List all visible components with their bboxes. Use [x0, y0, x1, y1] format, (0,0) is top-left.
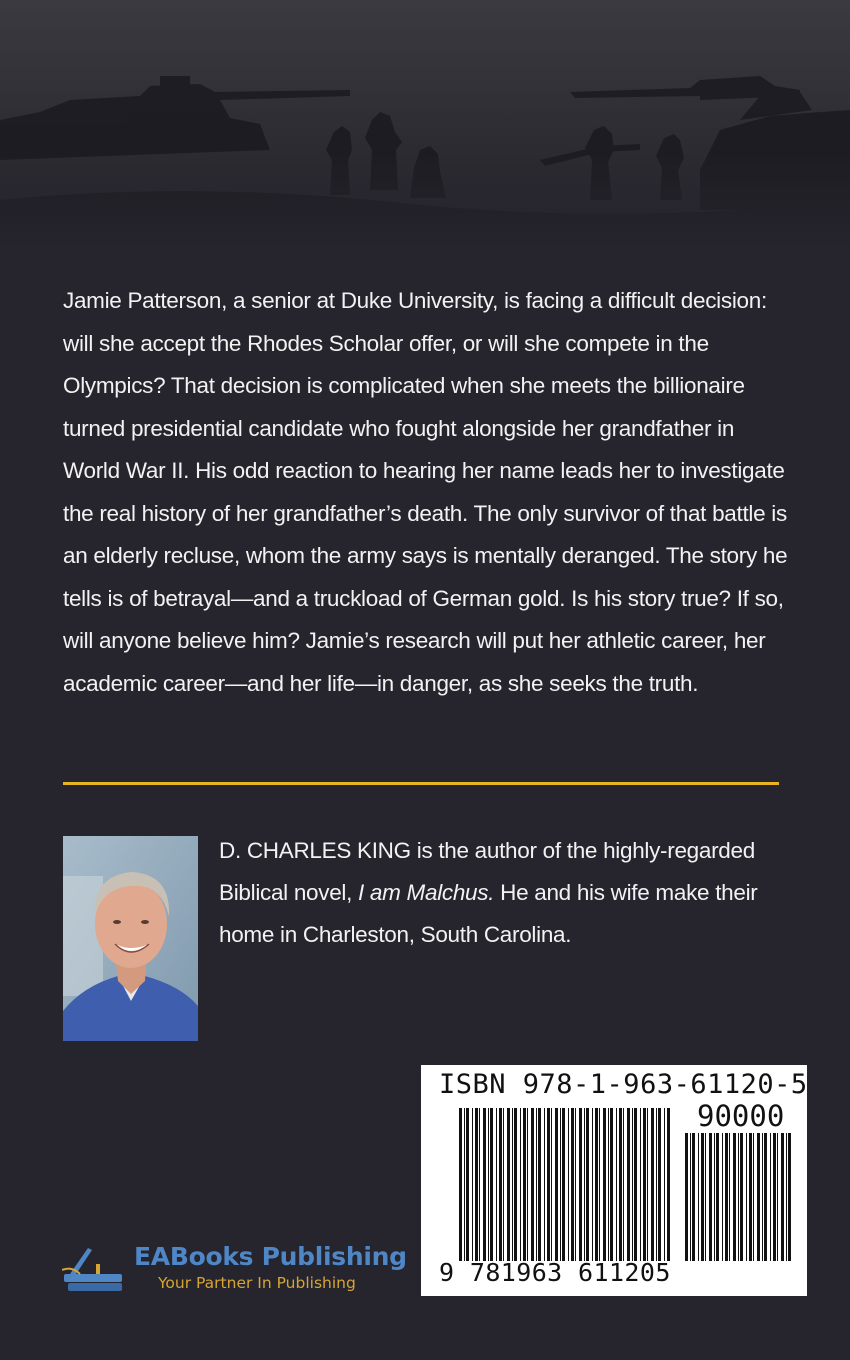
author-bio-lead: D. CHARLES KING is the author of the highly-regarded Biblical novel, — [219, 838, 755, 905]
barcode-bar — [651, 1108, 654, 1261]
barcode-bar — [507, 1108, 510, 1261]
barcode-bar — [664, 1108, 665, 1261]
barcode-bar — [627, 1108, 630, 1261]
barcode-bar — [740, 1133, 743, 1261]
books-icon — [62, 1244, 128, 1294]
barcode-bar — [725, 1133, 728, 1261]
barcode-bar — [647, 1108, 648, 1261]
barcode-bar — [788, 1133, 791, 1261]
isbn-number: ISBN 978-1-963-61120-5 — [439, 1069, 808, 1100]
barcode-bar — [595, 1108, 598, 1261]
barcode-bar — [568, 1108, 569, 1261]
barcode-bar — [586, 1108, 589, 1261]
barcode-bar — [459, 1108, 462, 1261]
barcode-bar — [531, 1108, 534, 1261]
barcode-bar — [523, 1108, 526, 1261]
barcode-bar — [512, 1108, 513, 1261]
barcode-bar — [749, 1133, 752, 1261]
barcode-bar — [599, 1108, 600, 1261]
barcode-bar — [479, 1108, 480, 1261]
publisher-logo — [62, 1240, 422, 1300]
barcode-bar — [716, 1133, 719, 1261]
barcode-bar — [701, 1133, 704, 1261]
book-description: Jamie Patterson, a senior at Duke University, is facing a difficult decision: will she accept the Rhodes Scholar offer, or will she compete in the Olympics? That decision is complicated when she meets the billionaire turned presidential candidate who fought alongside her grandfather in World War II. His odd reaction to hearing her name leads her to investigate the real history of her grandfather’s death. The only survivor of that battle is an elderly recluse, whom the army says is mentally deranged. The story he tells is of betrayal—and a truckload of German gold. Is his story true? If so, will anyone believe him? Jamie’s research will put her athletic career, her academic career—and her life—in danger, as she seeks the truth. — [63, 288, 788, 696]
barcode-bar — [667, 1108, 670, 1261]
author-bio — [219, 830, 779, 956]
barcode-bar — [472, 1108, 473, 1261]
barcode-bar — [483, 1108, 486, 1261]
barcode-digits: 9 781963 611205 — [439, 1258, 671, 1287]
battle-silhouette-image — [0, 0, 850, 250]
author-bio-rest: He and his wife make their home in Charleston, South Carolina. — [219, 880, 758, 947]
barcode-bar — [496, 1108, 497, 1261]
barcode-bar — [709, 1133, 712, 1261]
barcode-bar — [616, 1108, 617, 1261]
barcode-bar — [547, 1108, 550, 1261]
barcode-bar — [746, 1133, 747, 1261]
barcode-bar — [705, 1133, 706, 1261]
barcode-bar — [753, 1133, 754, 1261]
barcode-bar — [514, 1108, 517, 1261]
barcode-bar — [490, 1108, 493, 1261]
barcode-bar — [603, 1108, 606, 1261]
barcode-bar — [499, 1108, 502, 1261]
publisher-name: EABooks Publishing — [134, 1242, 407, 1271]
barcode-bar — [764, 1133, 767, 1261]
barcode-bar — [738, 1133, 739, 1261]
barcode-bar — [634, 1108, 637, 1261]
barcode-bar — [781, 1133, 784, 1261]
barcode-bar — [692, 1133, 695, 1261]
gold-divider — [63, 782, 779, 785]
isbn-barcode — [421, 1065, 807, 1296]
barcode-bar — [733, 1133, 736, 1261]
barcode-bar — [536, 1108, 537, 1261]
barcode-bar — [770, 1133, 771, 1261]
barcode-bar — [773, 1133, 776, 1261]
barcode-bar — [592, 1108, 593, 1261]
barcode-bar — [714, 1133, 715, 1261]
price-code: 90000 — [697, 1099, 785, 1133]
barcode-bar — [584, 1108, 585, 1261]
barcode-bar — [544, 1108, 545, 1261]
barcode-bar — [690, 1133, 691, 1261]
author-photo — [63, 836, 198, 1041]
barcode-bar — [571, 1108, 574, 1261]
barcode-bar — [619, 1108, 622, 1261]
barcode-bar — [610, 1108, 613, 1261]
barcode-bar — [466, 1108, 469, 1261]
barcode-bar — [575, 1108, 576, 1261]
barcode-bar — [562, 1108, 565, 1261]
barcode-bar — [579, 1108, 582, 1261]
book-title-mention: I am Malchus. — [358, 880, 495, 905]
barcode-bar — [475, 1108, 478, 1261]
barcode-bar — [685, 1133, 688, 1261]
barcode-bar — [560, 1108, 561, 1261]
barcode-bar — [520, 1108, 521, 1261]
barcode-bar — [722, 1133, 723, 1261]
barcode-bar — [658, 1108, 661, 1261]
barcode-bar — [632, 1108, 633, 1261]
barcode-bar — [488, 1108, 489, 1261]
barcode-bar — [786, 1133, 787, 1261]
barcode-bar — [762, 1133, 763, 1261]
publisher-tagline: Your Partner In Publishing — [158, 1274, 356, 1292]
barcode-bar — [777, 1133, 778, 1261]
barcode-bar — [757, 1133, 760, 1261]
barcode-bar — [527, 1108, 528, 1261]
barcode-bar — [551, 1108, 552, 1261]
barcode-bar — [464, 1108, 465, 1261]
barcode-bar — [555, 1108, 558, 1261]
barcode-bar — [656, 1108, 657, 1261]
barcode-bar — [503, 1108, 504, 1261]
barcode-bar — [538, 1108, 541, 1261]
barcode-bar — [698, 1133, 699, 1261]
barcode-bar — [608, 1108, 609, 1261]
barcode-bar — [729, 1133, 730, 1261]
barcode-bar — [623, 1108, 624, 1261]
barcode-bar — [640, 1108, 641, 1261]
barcode-bar — [643, 1108, 646, 1261]
